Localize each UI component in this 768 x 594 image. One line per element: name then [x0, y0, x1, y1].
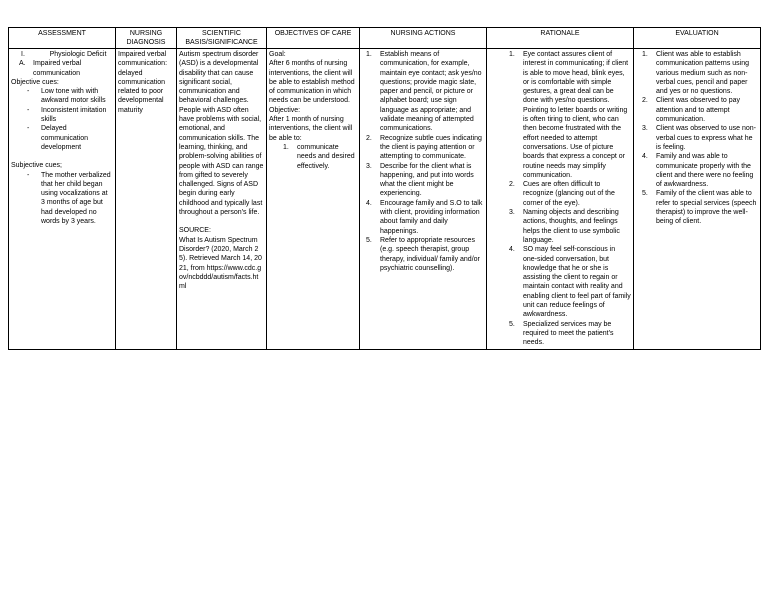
list-item: 5. Family of the client was able to refer to special services (speech therapist) to improve the well-being of client.	[642, 190, 757, 226]
list-item: 4. SO may feel self-conscious in one-sided conversation, but knowledge that he or she is assisting the client to regain or maintain contact with reality and enabling client to feel part of family unit can reduce feelings of awkwardness.	[509, 246, 631, 319]
objective-cues-list	[11, 87, 113, 152]
list-item: 5. Specialized services may be required to meet the patient's needs.	[509, 320, 614, 347]
list-item: - The mother verbalized that her child began using vocalizations at 3 months of age but had developed no words by 3 years.	[27, 171, 111, 226]
list-item: 1. Establish means of communication, for example, maintain eye contact; ask yes/no questions; provide magic slate, paper and pencil, or picture or alphabet board; use sign language as appropriate; and validate meaning of attempted communications.	[366, 51, 482, 133]
assessment-cell	[9, 49, 116, 350]
header-evaluation: EVALUATION	[634, 28, 761, 49]
header-row	[9, 28, 761, 49]
header-objectives-of-care: OBJECTIVES OF CARE	[267, 28, 360, 49]
header-assessment: ASSESSMENT	[9, 28, 116, 49]
evaluation-cell	[634, 49, 761, 350]
diagnosis-text: Impaired verbal communication: delayed communication related to poor developmental maturity	[118, 51, 168, 114]
goal-label: Goal:	[269, 51, 286, 58]
list-item: 2. Cues are often difficult to recognize (glancing out of the corner of the eye).	[509, 181, 615, 207]
assessment-item-text: Physiologic Deficit	[49, 51, 107, 58]
header-scientific-basis: SCIENTIFIC BASIS/SIGNIFICANCE	[177, 28, 267, 49]
diagnosis-cell	[116, 49, 177, 350]
list-item: - Inconsistent imitation skills	[27, 106, 107, 124]
list-item: 1. communicate needs and desired effectively.	[283, 143, 355, 170]
content-row	[9, 49, 761, 350]
list-item: 3. Client was observed to use non-verbal cues to express what he is feeling.	[642, 125, 756, 151]
objectives-cell	[267, 49, 360, 350]
basis-cell	[177, 49, 267, 350]
source-citation: What Is Autism Spectrum Disorder? (2020, March 25). Retrieved March 14, 2021, from https://www.cdc.gov/ncbddd/autism/facts.html	[179, 236, 262, 291]
assessment-item: I. Physiologic Deficit	[11, 50, 113, 59]
list-item: 2. Recognize subtle cues indicating the client is paying attention or attempting to communicate.	[366, 134, 482, 161]
basis-text: Autism spectrum disorder (ASD) is a developmental disability that can cause significant social, communication and behavioral challenges. People with ASD often have problems with social, emotional, and communication skills. The learning, thinking, and problem-solving abilities of people with ASD can range from gifted to severely challenged. Signs of ASD begin during early childhood and typically last throughout a person's life.	[179, 51, 264, 217]
list-item: 5. Refer to appropriate resources (e.g. speech therapist, group therapy, individual/ family and/or psychiatric counselling).	[366, 236, 480, 272]
actions-cell	[360, 49, 487, 350]
objective-label: Objective:	[269, 106, 301, 114]
header-nursing-diagnosis: NURSING DIAGNOSIS	[116, 28, 177, 49]
list-item: 4. Encourage family and S.O to talk with client, providing information about family and daily happenings.	[366, 199, 483, 235]
header-nursing-actions: NURSING ACTIONS	[360, 28, 487, 49]
list-item: 3. Describe for the client what is happening, and put into words what the client might be experiencing.	[366, 162, 474, 198]
objective-cues-label: Objective cues:	[11, 78, 59, 86]
nursing-care-plan-table	[8, 27, 761, 350]
objective-text: After 1 month of nursing interventions, the client will be able to:	[269, 116, 353, 142]
goal-text: After 6 months of nursing interventions, the client will be able to establish method of communication in which needs can be understood.	[269, 60, 355, 105]
list-item: - Low tone with with awkward motor skills	[27, 88, 106, 105]
header-rationale: RATIONALE	[487, 28, 634, 49]
list-item: 4. Family and was able to communicate properly with the client and there were no feeling of awkwardness.	[642, 153, 754, 189]
subjective-cues-list	[11, 171, 113, 227]
rationale-cell	[487, 49, 634, 350]
list-item: 2. Client was observed to pay attention and to attempt communication.	[642, 97, 741, 124]
assessment-subitem-text: Impaired verbal communication	[33, 60, 82, 77]
subjective-cues-label: Subjective cues;	[11, 162, 62, 170]
list-item: 3. Naming objects and describing actions, thoughts, and feelings helps the client to use symbolic language.	[509, 209, 620, 244]
list-item: 1. Eye contact assures client of interest in communicating; if client is able to move head, blink eyes, or is comfortable with simple gestures, a great deal can be done with yes/no questions. Pointing to letter boards or writing is often tiring to client, who can then become frustrated with the effort needed to attempt conversations. Use of picture boards that express a concept or routine needs may simplify communication.	[509, 51, 629, 179]
source-label: SOURCE:	[179, 227, 211, 235]
list-item: 1. Client was able to establish communication patterns using various medium such as non-verbal cues, pencil and paper and yes or no questions.	[642, 51, 749, 96]
list-item: - Delayed communication development	[27, 125, 89, 151]
assessment-subitem: A. Impaired verbal communication	[11, 59, 113, 78]
